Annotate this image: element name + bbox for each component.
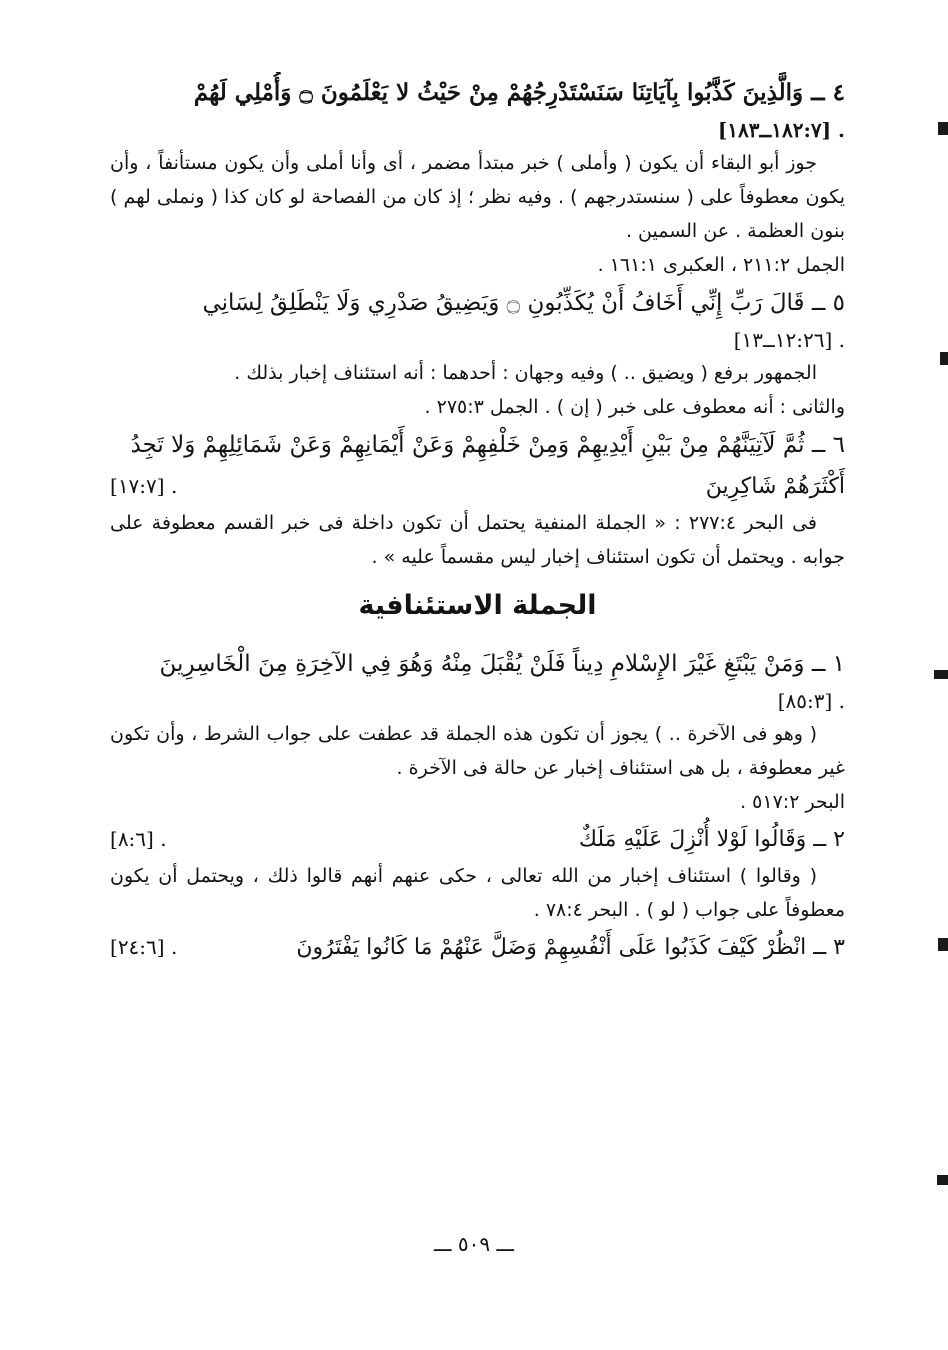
verse-row xyxy=(110,927,845,967)
verse-citation: [٨٥:٣] . xyxy=(777,689,845,713)
verse-row xyxy=(110,819,845,859)
margin-mark xyxy=(938,938,948,951)
section-entry-1 xyxy=(110,643,845,819)
commentary-paragraph: جوز أبو البقاء أن يكون ( وأملى ) خبر مبتدأ مضمر ، أى وأنا أملى وأن يكون مستأنفاً ، وأن يكون معطوفاً على ( سنستدرجهم ) . وفيه نظر ؛ إذ كان من الفصاحة لو كان كذا ( ونملى لهم ) بنون العظمة . عن السمين . xyxy=(110,152,845,242)
margin-mark xyxy=(938,122,948,135)
entry-4 xyxy=(110,72,845,282)
margin-mark xyxy=(940,352,948,365)
page-content xyxy=(110,72,845,967)
verse-citation: [١٨٢:٧ــ١٨٣] . xyxy=(717,118,845,142)
verse-text: ٥ ــ قَالَ رَبِّ إِنِّي أَخَافُ أَنْ يُكَذِّبُونِ ۝ وَيَضِيقُ صَدْرِي وَلَا يَنْطَلِقُ لِسَانِي xyxy=(202,290,845,316)
verse-text: ٢ ــ وَقَالُوا لَوْلا أُنْزِلَ عَلَيْهِ مَلَكٌ xyxy=(578,827,845,852)
section-entry-2 xyxy=(110,819,845,927)
verse-citation: [١٧:٧] . xyxy=(110,474,178,498)
section-entry-3 xyxy=(110,927,845,967)
verse-text: ٤ ــ وَالَّذِينَ كَذَّبُوا بِآيَاتِنَا سَنَسْتَدْرِجُهُمْ مِنْ حَيْثُ لا يَعْلَمُونَ ۝ وَأُمْلِي لَهُمْ xyxy=(193,79,845,106)
verse-continuation-row xyxy=(110,466,845,506)
entry-5 xyxy=(110,282,845,424)
commentary-paragraph: ( وهو فى الآخرة .. ) يجوز أن تكون هذه الجملة قد عطفت على جواب الشرط ، وأن تكون غير معطوفة ، بل هى استئناف إخبار عن حالة فى الآخرة . xyxy=(110,723,845,779)
section-heading: الجملة الاستئنافية xyxy=(358,590,597,621)
verse-text: ٣ ــ انْظُرْ كَيْفَ كَذَبُوا عَلَى أَنْفُسِهِمْ وَضَلَّ عَنْهُمْ مَا كَانُوا يَفْتَرُونَ xyxy=(296,935,845,960)
commentary-paragraph: والثانى : أنه معطوف على خبر ( إن ) . الجمل ٢٧٥:٣ . xyxy=(424,396,845,418)
margin-mark xyxy=(937,1175,948,1185)
margin-mark xyxy=(934,670,948,679)
verse-citation: [١٢:٢٦ــ١٣] . xyxy=(733,328,845,352)
page-number: ـــ ٥٠٩ ـــ xyxy=(433,1232,515,1256)
source-reference: البحر ٥١٧:٢ . xyxy=(740,791,845,813)
verse-text: ١ ــ وَمَنْ يَبْتَغِ غَيْرَ الإِسْلامِ دِيناً فَلَنْ يُقْبَلَ مِنْهُ وَهُوَ فِي الآخِرَةِ مِنَ الْخَاسِرِينَ xyxy=(159,651,845,677)
verse-text: ٦ ــ ثُمَّ لَآتِيَنَّهُمْ مِنْ بَيْنِ أَيْدِيهِمْ وَمِنْ خَلْفِهِمْ وَعَنْ أَيْمَانِهِمْ وَعَنْ شَمَائِلِهِمْ وَلا تَجِدُ xyxy=(130,432,845,458)
verse-citation: [٢٤:٦] . xyxy=(110,935,178,959)
verse-citation: [٨:٦] . xyxy=(110,827,167,851)
commentary-paragraph: ( وقالوا ) استئناف إخبار من الله تعالى ، حكى عنهم أنهم قالوا ذلك ، ويحتمل أن يكون معطوفاً على جواب ( لو ) . البحر ٧٨:٤ . xyxy=(110,865,845,921)
entry-6 xyxy=(110,424,845,574)
commentary-paragraph: فى البحر ٢٧٧:٤ : « الجملة المنفية يحتمل أن تكون داخلة فى خبر القسم معطوفة على جوابه . ويحتمل أن تكون استئناف إخبار ليس مقسماً عليه » . xyxy=(110,512,845,568)
commentary-paragraph: الجمهور برفع ( ويضيق .. ) وفيه وجهان : أحدهما : أنه استئناف إخبار بذلك . xyxy=(234,362,817,384)
verse-text-continued: أَكْثَرَهُمْ شَاكِرِينَ xyxy=(705,474,845,499)
source-reference: الجمل ٢١١:٢ ، العكبرى ١٦١:١ . xyxy=(597,254,845,276)
